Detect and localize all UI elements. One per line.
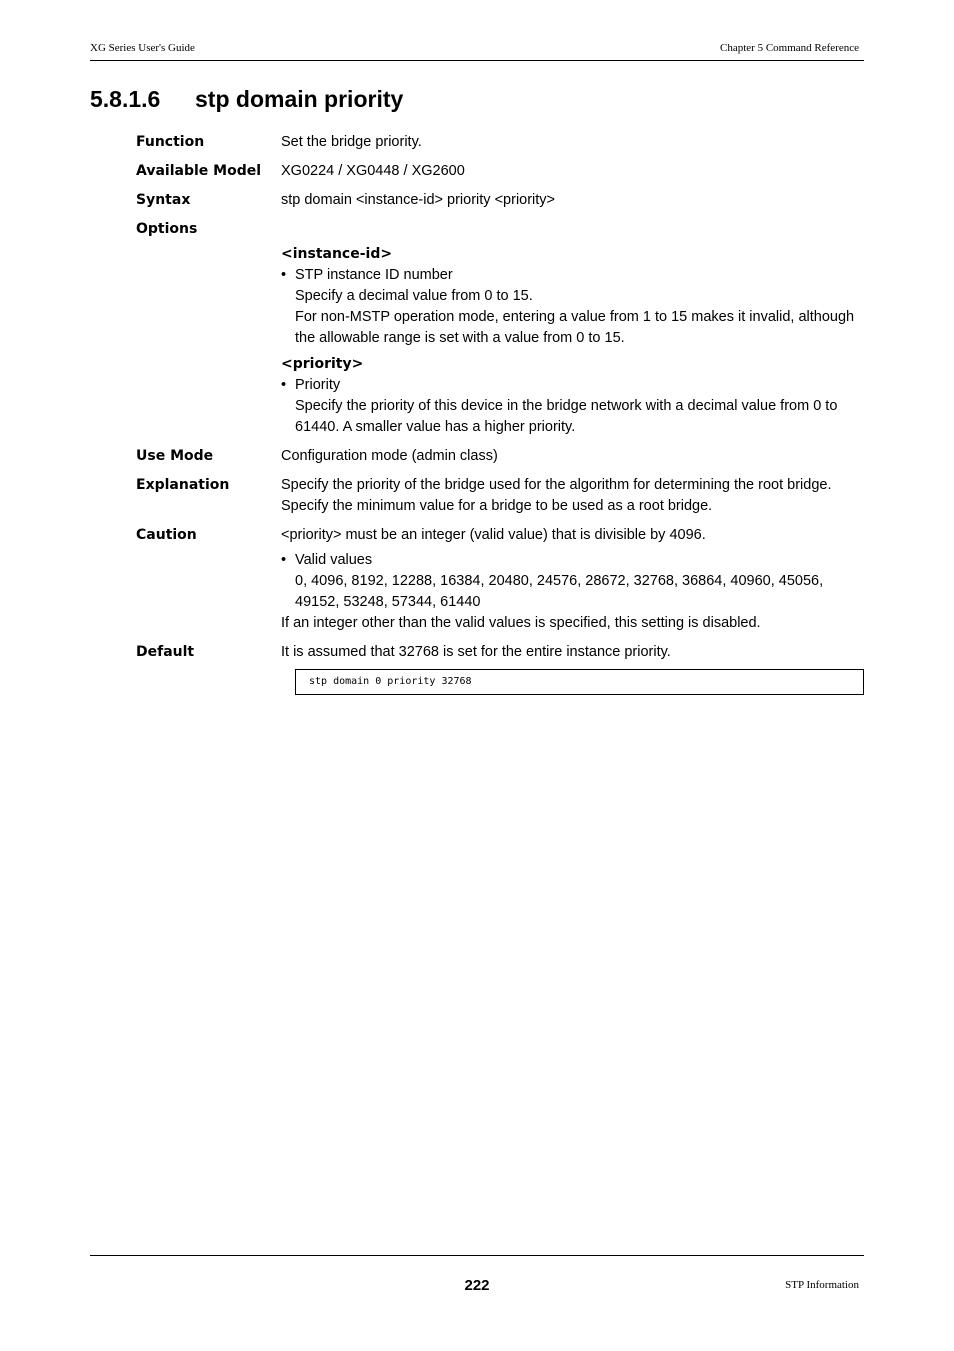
section-title bbox=[90, 86, 403, 113]
option-bullet-text: STP instance ID number bbox=[295, 267, 453, 283]
bullet-icon: • bbox=[281, 267, 287, 283]
section-number: 5.8.1.6 bbox=[90, 86, 161, 112]
option-detail: 61440. A smaller value has a higher priority. bbox=[295, 419, 576, 435]
use-mode-row bbox=[136, 446, 864, 467]
function-value: Set the bridge priority. bbox=[281, 134, 422, 150]
use-mode-label: Use Mode bbox=[136, 448, 214, 464]
caution-intro: <priority> must be an integer (valid value) that is divisible by 4096. bbox=[281, 527, 706, 543]
caution-outro: If an integer other than the valid values is specified, this setting is disabled. bbox=[281, 615, 761, 631]
default-value: It is assumed that 32768 is set for the entire instance priority. bbox=[281, 644, 671, 660]
running-footer-right: STP Information bbox=[785, 1279, 859, 1291]
syntax-label: Syntax bbox=[136, 192, 191, 208]
option-bullet bbox=[281, 265, 864, 286]
option-bullet bbox=[281, 375, 864, 396]
caution-label: Caution bbox=[136, 527, 197, 543]
explanation-row bbox=[136, 475, 864, 517]
page-number: 222 bbox=[464, 1277, 490, 1294]
caution-bullet-text: Valid values bbox=[295, 552, 373, 568]
explanation-line: Specify the minimum value for a bridge to be used as a root bridge. bbox=[281, 498, 713, 514]
default-label: Default bbox=[136, 644, 195, 660]
function-label: Function bbox=[136, 134, 205, 150]
default-row bbox=[136, 642, 864, 663]
option-bullet-text: Priority bbox=[295, 377, 341, 393]
use-mode-value: Configuration mode (admin class) bbox=[281, 448, 498, 464]
option-detail: For non-MSTP operation mode, entering a value from 1 to 15 makes it invalid, although bbox=[295, 309, 855, 325]
option-name: <instance-id> bbox=[281, 246, 393, 262]
option-detail: the allowable range is set with a value from 0 to 15. bbox=[295, 330, 625, 346]
caution-bullet bbox=[281, 550, 864, 571]
function-row bbox=[136, 132, 864, 153]
section-heading: stp domain priority bbox=[195, 86, 404, 112]
footer-rule bbox=[90, 1255, 864, 1256]
syntax-value: stp domain <instance-id> priority <priority> bbox=[281, 192, 556, 208]
bullet-icon: • bbox=[281, 377, 287, 393]
syntax-row bbox=[136, 190, 864, 211]
code-example: stp domain 0 priority 32768 bbox=[295, 669, 864, 695]
option-detail: Specify the priority of this device in the bridge network with a decimal value from 0 to bbox=[295, 398, 838, 414]
explanation-label: Explanation bbox=[136, 477, 230, 493]
option-detail: Specify a decimal value from 0 to 15. bbox=[295, 288, 533, 304]
options-row bbox=[136, 219, 864, 240]
options-label: Options bbox=[136, 221, 198, 237]
valid-values-line: 49152, 53248, 57344, 61440 bbox=[295, 594, 481, 610]
bullet-icon: • bbox=[281, 552, 287, 568]
explanation-line: Specify the priority of the bridge used for the algorithm for determining the root bridge. bbox=[281, 477, 832, 493]
command-description bbox=[136, 132, 864, 695]
option-name: <priority> bbox=[281, 356, 364, 372]
available-model-label: Available Model bbox=[136, 163, 262, 179]
running-header-right: Chapter 5 Command Reference bbox=[720, 42, 859, 54]
valid-values-line: 0, 4096, 8192, 12288, 16384, 20480, 24576, 28672, 32768, 36864, 40960, 45056, bbox=[295, 573, 824, 589]
header-rule bbox=[90, 60, 864, 61]
available-model-row bbox=[136, 161, 864, 182]
running-header-left: XG Series User's Guide bbox=[90, 42, 195, 54]
caution-row bbox=[136, 525, 864, 546]
available-model-value: XG0224 / XG0448 / XG2600 bbox=[281, 163, 465, 179]
